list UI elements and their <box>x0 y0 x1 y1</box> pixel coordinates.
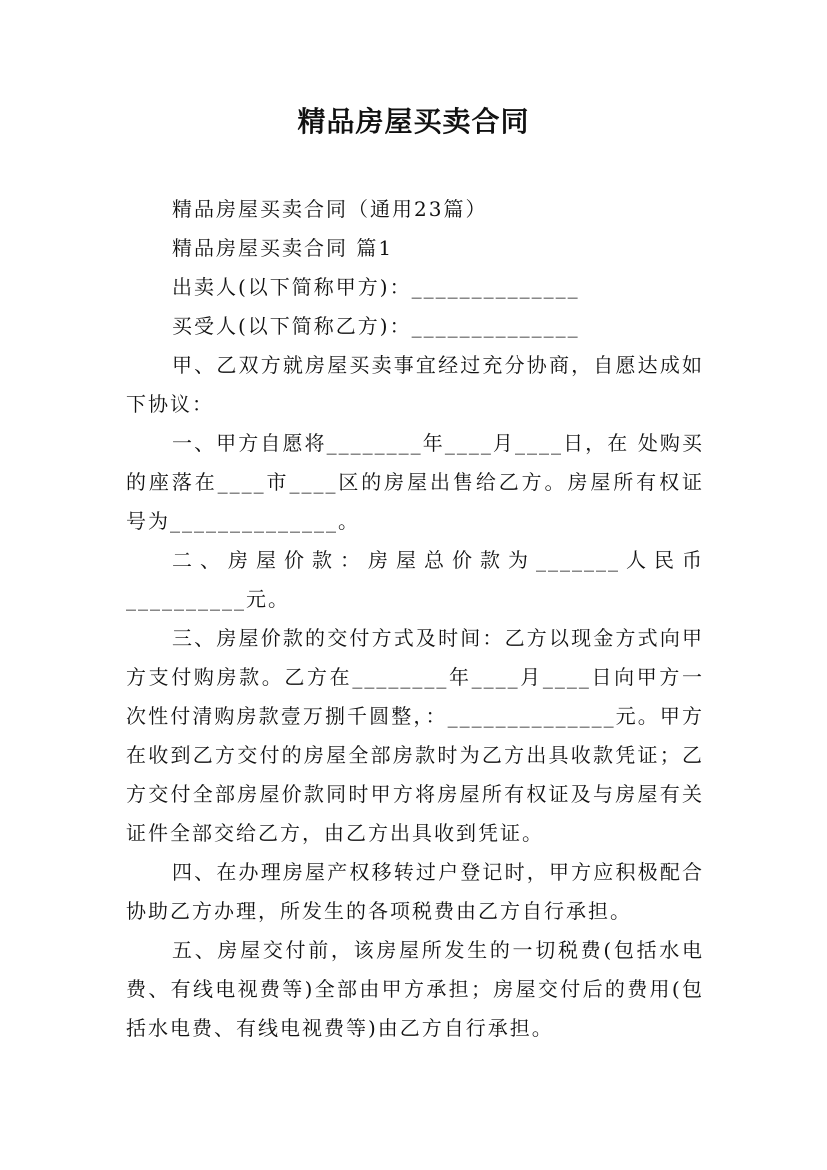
paragraph-clause-2: 二、房屋价款：房屋总价款为_______人民币__________元。 <box>126 548 704 611</box>
paragraph-buyer: 买受人(以下简称乙方)：______________ <box>172 314 580 338</box>
paragraph-clause-4: 四、在办理房屋产权移转过户登记时，甲方应积极配合协助乙方办理，所发生的各项税费由乙方自行承担。 <box>126 860 704 923</box>
paragraph-seller: 出卖人(以下简称甲方)：______________ <box>172 275 580 299</box>
paragraph-intro: 甲、乙双方就房屋买卖事宜经过充分协商，自愿达成如下协议： <box>126 353 704 416</box>
paragraph-subtitle: 精品房屋买卖合同（通用23篇） <box>172 197 488 221</box>
paragraph-clause-1: 一、甲方自愿将________年____月____日，在 处购买的座落在____市____区的房屋出售给乙方。房屋所有权证号为______________。 <box>126 431 704 533</box>
document-title: 精品房屋买卖合同 <box>297 105 530 138</box>
paragraph-clause-5: 五、房屋交付前，该房屋所发生的一切税费(包括水电费、有线电视费等)全部由甲方承担；房屋交付后的费用(包括水电费、有线电视费等)由乙方自行承担。 <box>126 938 704 1040</box>
paragraph-section-heading: 精品房屋买卖合同 篇1 <box>172 236 394 260</box>
paragraph-clause-3: 三、房屋价款的交付方式及时间：乙方以现金方式向甲方支付购房款。乙方在________年____月____日向甲方一次性付清购房款壹万捌千圆整，：______________元。甲方在收到乙方交付的房屋全部房款时为乙方出具收款凭证；乙方交付全部房屋价款同时甲方将房屋所有权证及与房屋有关证件全部交给乙方，由乙方出具收到凭证。 <box>126 626 704 845</box>
document-body <box>126 190 704 1048</box>
